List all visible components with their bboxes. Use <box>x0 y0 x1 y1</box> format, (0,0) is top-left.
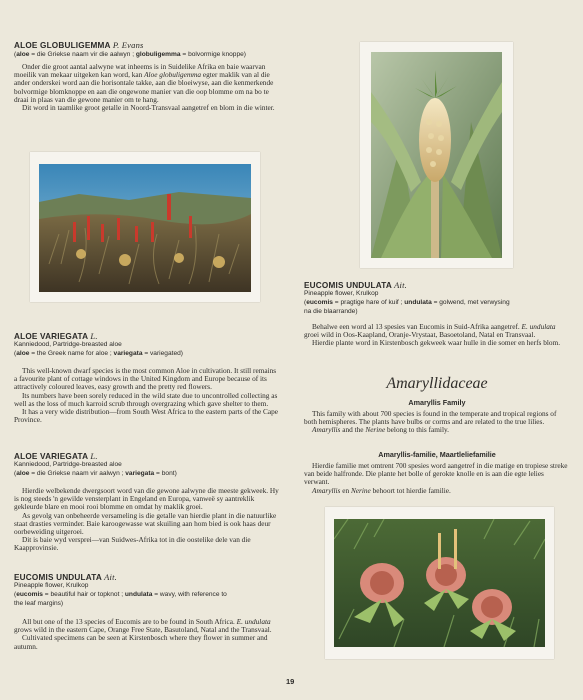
text-run: en <box>340 485 351 495</box>
text-run: Dit word in taamlike groot getalle in Noord-Transvaal aangetref en blom in die winter. <box>22 103 275 113</box>
etymology-term: variegata <box>113 350 143 357</box>
italic-text: Aloe globuligemma <box>144 70 202 80</box>
aloe-globuligemma-photo <box>39 164 251 292</box>
text-run: Hierdie welbekende dwergsoort word van die gewone aalwyne die meeste gekweek. Hy is nog steeds 'n gewilde vensterplant in Engeland en Europa, vanweë sy aantreklik gekleurde blare en mooi rooi blomme en omdat hy maklik groei. <box>14 486 279 512</box>
paragraph <box>14 408 280 424</box>
etymology-term: variegata <box>125 470 155 477</box>
text-run: As gevolg van onbeheerde versameling is die getalle van hierdie plant in die natuurlike staat drasties verminder. Baie karoogewasse wat skuiling aan hom bied is ook haas deur oorbeweiding uitgeroei. <box>14 510 277 537</box>
aloe-variegata-photo-card <box>325 507 554 659</box>
etymology-text: = beautiful hair or topknot ; <box>42 591 125 598</box>
text-run: Dit is baie wyd versprei—van Suidwes-Afrika tot in die oostelike dele van die Kaapprovinsie. <box>14 535 251 553</box>
etymology-text: the leaf margins) <box>14 600 64 607</box>
eucomis-en-common-name: Pineapple flower, Krulkop <box>14 582 89 589</box>
text-run: groei wild in Oos-Kaapland, Oranje-Vrystaat, Basoetoland, Natal en Transvaal. <box>304 330 536 340</box>
text-run: grows wild in the eastern Cape, Orange Free State, Basutoland, Natal and the Transvaal. <box>14 625 272 635</box>
aloe-variegata-af-common-name: Kanniedood, Partridge-breasted aloe <box>14 461 122 468</box>
eucomis-af-etymology-line-2 <box>304 308 358 317</box>
etymology-text: = the Greek name for aloe ; <box>29 350 114 357</box>
entry-title: EUCOMIS UNDULATA <box>14 573 102 582</box>
etymology-term: aloe <box>16 350 30 357</box>
paragraph <box>14 536 280 552</box>
entry-title: ALOE VARIEGATA <box>14 452 88 461</box>
paragraph <box>304 462 570 487</box>
etymology-term: eucomis <box>306 299 333 306</box>
text-run: Hierdie familie met omtrent 700 spesies word aangetref in die matige en tropiese streke van beide halfronde. Die plante het bolle of gerokte knolle en is aan die egte lelies verwant. <box>304 461 568 487</box>
amaryllidaceae-title: Amaryllidaceae <box>386 375 488 392</box>
entry-title: EUCOMIS UNDULATA <box>304 281 392 290</box>
eucomis-af-etymology-line-1 <box>304 299 510 308</box>
italic-text: Nerine <box>365 425 386 435</box>
paragraph <box>14 392 280 408</box>
eucomis-af-common-name: Pineapple flower, Krulkop <box>304 290 379 297</box>
aloe-globuligemma-body <box>14 63 280 112</box>
etymology-text: = bolvormige knoppe) <box>180 51 247 58</box>
eucomis-af-body <box>304 323 570 348</box>
amaryllis-familie-body <box>304 462 570 495</box>
aloe-globuligemma-heading <box>14 40 144 51</box>
text-run: It has a very wide distribution—from South West Africa to the eastern parts of the Cape Province. <box>14 407 279 425</box>
aloe-variegata-en-etymology <box>14 350 183 359</box>
aloe-variegata-en-common-name: Kanniedood, Partridge-breasted aloe <box>14 341 122 348</box>
entry-title: ALOE VARIEGATA <box>14 332 88 341</box>
paragraph <box>304 410 570 426</box>
etymology-term: eucomis <box>16 591 43 598</box>
amaryllis-family-heading: Amaryllis Family <box>408 398 466 407</box>
etymology-text: ( <box>14 350 17 357</box>
text-run: Behalwe een word al 13 spesies van Eucomis in Suid-Afrika aangetref. <box>312 322 522 331</box>
aloe-globuligemma-photo-card <box>30 152 260 302</box>
paragraph <box>304 323 570 339</box>
etymology-text: = bont) <box>154 470 177 477</box>
italic-text: E. undulata <box>521 322 556 331</box>
paragraph <box>304 487 570 495</box>
text-run: Its numbers have been sorely reduced in the wild state due to uncontrolled collecting as well as the loss of much karroid scrub through overgrazing which gave shelter to them. <box>14 390 278 408</box>
text-run: This well-known dwarf species is the most common Aloe in cultivation. It still remains a favourite plant of cottage windows in the United Kingdom and Europe because of its attractively coloured leaves, easy growth and the pretty red flowers. <box>14 366 277 392</box>
etymology-text: = wavy, with reference to <box>152 591 227 598</box>
italic-text: Amaryllis <box>312 425 341 435</box>
etymology-text: = variegated) <box>142 350 184 357</box>
etymology-text: = die Griekse naam vir aalwyn ; <box>29 470 126 477</box>
etymology-text: = golwend, met verwysing <box>431 299 510 306</box>
paragraph <box>14 104 280 112</box>
text-run: behoort tot hierdie familie. <box>370 485 451 495</box>
paragraph <box>14 367 280 392</box>
amaryllis-family-body <box>304 410 570 435</box>
eucomis-en-etymology-line-2 <box>14 600 63 609</box>
italic-text: Nerine <box>350 485 371 495</box>
etymology-term: undulata <box>404 299 432 306</box>
text-run: egter maklik van al die ander onderskei word aan die horisontale takke, aan die bloeiwyse, aan die kenmerkende bolvormige blomknoppe en aan die ongewone manier van die oop blomme om na bo te draai in plaas van die gewone manier om te hang. <box>14 70 274 104</box>
text-run: Hierdie plante word in Kirstenbosch gekweek waar hulle in die somer en herfs blom. <box>312 338 561 348</box>
eucomis-en-body <box>14 618 280 651</box>
entry-author: L. <box>90 451 98 461</box>
etymology-term: aloe <box>16 51 30 58</box>
italic-text: E. undulata <box>236 617 271 626</box>
entry-title: ALOE GLOBULIGEMMA <box>14 41 111 50</box>
aloe-variegata-af-etymology <box>14 470 177 479</box>
paragraph <box>304 426 570 434</box>
text-run: This family with about 700 species is found in the temperate and tropical regions of both hemispheres. The plants have bulbs or corms and are related to the true lilies. <box>304 409 557 427</box>
paragraph <box>14 634 280 650</box>
aloe-globuligemma-etymology <box>14 51 246 60</box>
etymology-term: aloe <box>16 470 30 477</box>
text-run: belong to this family. <box>385 425 449 435</box>
etymology-text: ( <box>14 51 17 58</box>
paragraph <box>14 63 280 104</box>
etymology-text: ( <box>14 591 17 598</box>
entry-author: Ait. <box>394 280 407 290</box>
etymology-term: undulata <box>124 591 153 598</box>
text-run: All but one of the 13 species of Eucomis are to be found in South Africa. <box>22 617 237 626</box>
eucomis-photo <box>371 52 502 258</box>
etymology-term: globuligemma <box>135 51 181 58</box>
paragraph <box>14 618 280 634</box>
entry-author: P. Evans <box>112 40 144 50</box>
aloe-variegata-en-body <box>14 367 280 424</box>
etymology-text: ( <box>304 299 307 306</box>
paragraph <box>14 512 280 537</box>
etymology-text: na die blaarrande) <box>304 308 358 315</box>
text-run: and the <box>340 425 366 435</box>
text-run: Onder die groot aantal aalwyne wat inheems is in Suidelike Afrika en baie waarvan moeilik van mekaar uitgeken kan word, kan <box>14 62 266 80</box>
eucomis-photo-card <box>360 42 513 268</box>
paragraph <box>14 487 280 512</box>
text-run: Cultivated specimens can be seen at Kirstenbosch where they flower in summer and autumn. <box>14 633 268 651</box>
page-number: 19 <box>286 677 295 686</box>
paragraph <box>304 339 570 347</box>
entry-author: L. <box>90 331 98 341</box>
amaryllis-familie-heading: Amaryllis-familie, Maartleliefamilie <box>378 450 496 459</box>
etymology-text: = die Griekse naam vir die aalwyn ; <box>29 51 136 58</box>
etymology-text: ( <box>14 470 17 477</box>
entry-author: Ait. <box>104 572 117 582</box>
aloe-variegata-photo <box>334 519 545 647</box>
eucomis-en-etymology-line-1 <box>14 591 227 600</box>
aloe-variegata-af-body <box>14 487 280 553</box>
etymology-text: = pragtige hare of kuif ; <box>332 299 405 306</box>
italic-text: Amaryllis <box>312 485 341 495</box>
